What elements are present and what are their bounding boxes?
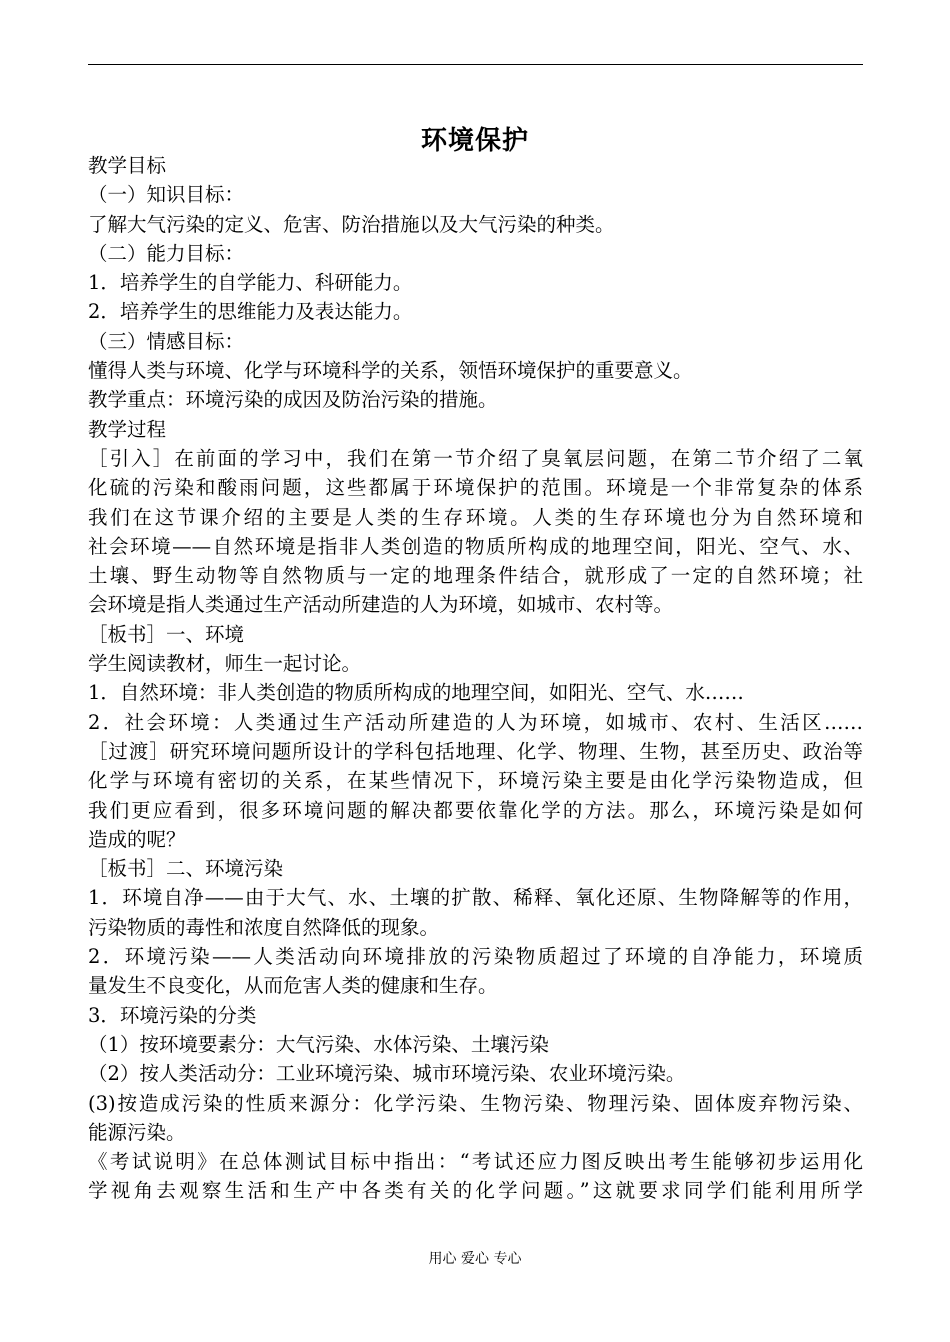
text-line: 能源污染。 bbox=[88, 1120, 186, 1144]
text-line: 污染物质的毒性和浓度自然降低的现象。 bbox=[88, 915, 440, 939]
text-line: 了解大气污染的定义、危害、防治措施以及大气污染的种类。 bbox=[88, 212, 615, 236]
text-line: 《考试说明》在总体测试目标中指出：“考试还应力图反映出考生能够初步运用化 bbox=[88, 1150, 863, 1174]
text-line: （1）按环境要素分：大气污染、水体污染、土壤污染 bbox=[88, 1032, 549, 1056]
text-line: 量发生不良变化，从而危害人类的健康和生存。 bbox=[88, 974, 498, 998]
text-line: 懂得人类与环境、化学与环境科学的关系，领悟环境保护的重要意义。 bbox=[88, 359, 693, 383]
text-line: (3)按造成污染的性质来源分：化学污染、生物污染、物理污染、固体废弃物污染、 bbox=[88, 1091, 863, 1115]
text-line: 化硫的污染和酸雨问题，这些都属于环境保护的范围。环境是一个非常复杂的体系 bbox=[88, 476, 863, 500]
text-line: 造成的呢？ bbox=[88, 827, 186, 851]
text-line: 1．培养学生的自学能力、科研能力。 bbox=[88, 271, 413, 295]
text-line: ［板书］一、环境 bbox=[88, 622, 245, 646]
text-line: 2．培养学生的思维能力及表达能力。 bbox=[88, 300, 413, 324]
text-line: 教学重点：环境污染的成因及防治污染的措施。 bbox=[88, 388, 498, 412]
page-footer: 用心 爱心 专心 bbox=[428, 1251, 522, 1267]
text-line: （二）能力目标： bbox=[88, 241, 245, 265]
text-line: 学生阅读教材，师生一起讨论。 bbox=[88, 652, 362, 676]
text-line: ［引入］在前面的学习中，我们在第一节介绍了臭氧层问题，在第二节介绍了二氧 bbox=[88, 446, 863, 470]
text-line: 教学目标 bbox=[88, 154, 167, 177]
document-body bbox=[88, 151, 863, 1206]
text-line: 会环境是指人类通过生产活动所建造的人为环境，如城市、农村等。 bbox=[88, 593, 674, 617]
text-line: ［板书］二、环境污染 bbox=[88, 857, 284, 881]
text-line: 3．环境污染的分类 bbox=[88, 1003, 257, 1027]
text-line: 2．社会环境：人类通过生产活动所建造的人为环境，如城市、农村、生活区…… bbox=[88, 710, 863, 734]
text-line: ［过渡］研究环境问题所设计的学科包括地理、化学、物理、生物，甚至历史、政治等 bbox=[88, 739, 863, 763]
text-line: 1．环境自净——由于大气、水、土壤的扩散、稀释、氧化还原、生物降解等的作用， bbox=[88, 886, 863, 910]
document-title: 环境保护 bbox=[420, 126, 529, 156]
text-line: 化学与环境有密切的关系，在某些情况下，环境污染主要是由化学污染物造成，但 bbox=[88, 769, 863, 793]
text-line: （一）知识目标： bbox=[88, 183, 245, 207]
text-line: 社会环境——自然环境是指非人类创造的物质所构成的地理空间，阳光、空气、水、 bbox=[88, 534, 863, 558]
text-line: 学视角去观察生活和生产中各类有关的化学问题。”这就要求同学们能利用所学 bbox=[88, 1179, 863, 1203]
text-line: 2．环境污染——人类活动向环境排放的污染物质超过了环境的自净能力，环境质 bbox=[88, 945, 863, 969]
text-line: 1．自然环境：非人类创造的物质所构成的地理空间，如阳光、空气、水…… bbox=[88, 681, 744, 705]
header-rule bbox=[88, 64, 863, 65]
text-line: 教学过程 bbox=[88, 417, 167, 441]
text-line: （三）情感目标： bbox=[88, 329, 245, 353]
text-line: 我们在这节课介绍的主要是人类的生存环境。人类的生存环境也分为自然环境和 bbox=[88, 505, 863, 529]
text-line: 土壤、野生动物等自然物质与一定的地理条件结合，就形成了一定的自然环境；社 bbox=[88, 564, 863, 588]
text-line: （2）按人类活动分：工业环境污染、城市环境污染、农业环境污染。 bbox=[88, 1062, 686, 1086]
text-line: 我们更应看到，很多环境问题的解决都要依靠化学的方法。那么，环境污染是如何 bbox=[88, 798, 863, 822]
